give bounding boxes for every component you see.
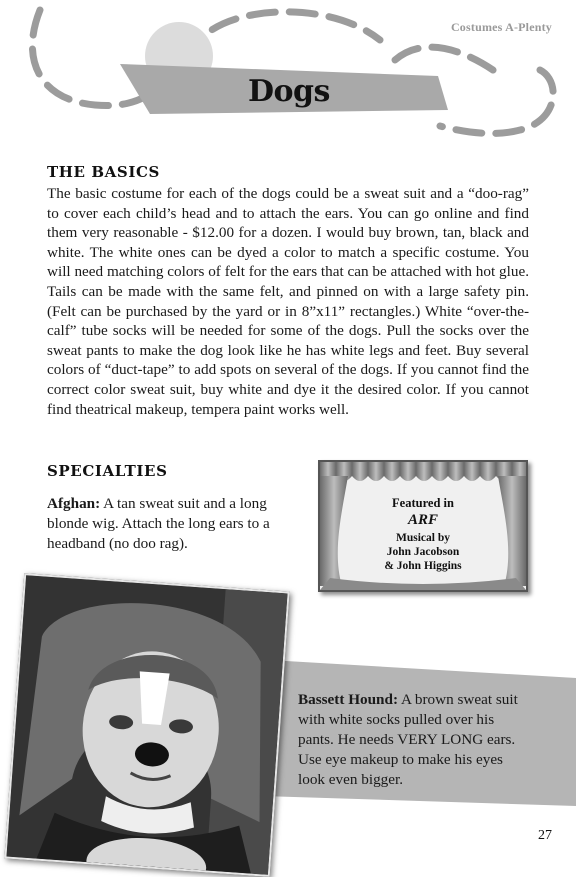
afghan-description — [47, 494, 309, 554]
basics-paragraph: The basic costume for each of the dogs could be a sweat suit and a “doo-rag” to cover each child’s head and to attach the ears. You can go online and find them very reasonable - $12.00 for a dozen. I would buy brown, tan, black and white. The white ones can be dyed a color to match a specific costume. You will need matching colors of felt for the ears that can be attached with hot glue. Tails can be made with the same felt, and pinned on with a large safety pin. (Felt can be purchased by the yard or in 8”x11” rectangles.) White “over-the-calf” tube socks will be needed for some of the dogs. Pull the socks over the sweat pants to make the dog look like he has white legs and feet. Buy several colors of “duct-tape” to add spots on several of the dogs. If you cannot find the correct color sweat suit, buy white and dye it the desired color. If you cannot find theatrical makeup, tempera paint works well. — [47, 185, 529, 418]
bassett-label: Bassett Hound: — [298, 691, 399, 708]
section-heading-basics: THE BASICS — [47, 163, 160, 181]
running-head: Costumes A-Plenty — [450, 20, 552, 34]
afghan-text: A tan sweat suit and a long blonde wig. Attach the long ears to a headband (no doo rag). — [47, 495, 270, 552]
page-number: 27 — [538, 828, 552, 843]
bassett-text: A brown sweat suit with white socks pulled over his pants. He needs VERY LONG ears. Use eye makeup to make his eyes look even bigger. — [298, 691, 518, 788]
stage-featured-label: Featured in — [392, 496, 454, 510]
afghan-label: Afghan: — [47, 495, 101, 512]
stage-author-1: John Jacobson — [386, 546, 460, 558]
section-heading-specialties: SPECIALTIES — [47, 462, 168, 480]
stage-author-2: & John Higgins — [384, 560, 462, 572]
stage-show-title: ARF — [407, 512, 438, 528]
bassett-description — [298, 690, 530, 790]
page-title: Dogs — [248, 74, 330, 109]
stage-musical-by: Musical by — [396, 532, 450, 544]
featured-in-stage-box — [318, 460, 528, 592]
child-face-paint-photo — [4, 573, 289, 877]
photo-illustration — [6, 575, 287, 875]
